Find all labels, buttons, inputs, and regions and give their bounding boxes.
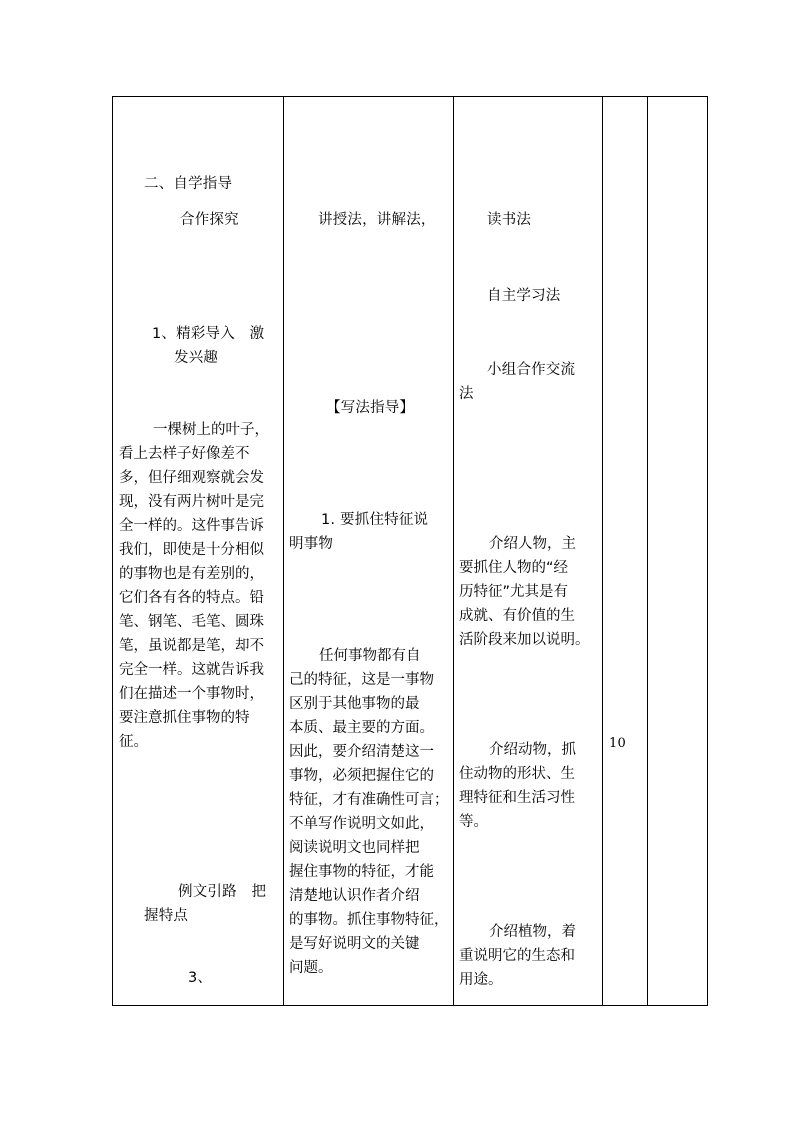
method-label: 合作探究 [180,212,239,228]
step-2-title-cont: 握特点 [144,908,189,924]
paragraph-line: 任何事物都有自 [319,648,421,664]
paragraph-line: 笔，虽说都是笔，却不 [119,638,264,654]
step-3-title: 3、 [188,970,213,986]
paragraph-line: 一棵树上的叶子， [153,422,269,438]
intro-paragraph [119,418,269,754]
paragraph-line: 活阶段来加以说明。 [459,632,590,648]
paragraph-line: 要抓住人物的“经 [459,560,569,576]
paragraph-line: 它们各有各的特点。铅 [119,590,264,606]
paragraph-line: 成就、有价值的生 [459,608,575,624]
paragraph-line: 介绍动物，抓 [489,742,576,758]
paragraph-line: 清楚地认识作者介绍 [289,888,420,904]
step-1-title: 1、精彩导入 激 [152,326,265,342]
column-divider [647,97,648,1005]
paragraph-line: 现，没有两片树叶是完 [119,494,264,510]
method-group-cont: 法 [459,386,474,402]
method-self-study: 自主学习法 [487,288,561,304]
paragraph-line: 问题。 [289,960,333,976]
paragraph-line: 介绍人物，主 [489,536,576,552]
point-title-cont: 明事物 [289,536,334,552]
column-divider [602,97,603,1005]
paragraph-line: 的事物也是有差别的， [119,566,264,582]
paragraph-line: 己的特征，这是一事物 [289,672,434,688]
paragraph-line: 是写好说明文的关键 [289,936,420,952]
paragraph-line: 历特征”尤其是有 [459,584,569,600]
guide-title: 【写法指导】 [326,400,415,416]
guide-paragraph [289,644,449,980]
paragraph-line: 要注意抓住事物的特 [119,710,250,726]
paragraph-line: 因此，要介绍清楚这一 [289,744,434,760]
paragraph-line: 住动物的形状、生 [459,766,575,782]
paragraph-line: 区别于其他事物的最 [289,696,420,712]
teaching-method: 讲授法，讲解法， [318,212,436,228]
paragraph-line: 的事物。抓住事物特征， [289,912,449,928]
paragraph-line: 征。 [119,734,148,750]
paragraph-line: 不单写作说明文如此， [289,816,434,832]
paragraph-line: 特征，才有准确性可言； [289,792,449,808]
paragraph-line: 本质、最主要的方面。 [289,720,434,736]
animal-paragraph [459,738,576,834]
point-title: 1. 要抓住特征说 [321,512,429,528]
plant-paragraph [459,920,576,992]
section-heading: 二、自学指导 [144,176,233,192]
step-1-title-cont: 发兴趣 [174,350,219,366]
method-group: 小组合作交流 [487,362,576,378]
person-paragraph [459,532,590,652]
paragraph-line: 阅读说明文也同样把 [289,840,420,856]
column-divider [453,97,454,1005]
paragraph-line: 全一样的。这件事告诉 [119,518,264,534]
paragraph-line: 事物，必须把握住它的 [289,768,434,784]
paragraph-line: 用途。 [459,972,503,988]
paragraph-line: 看上去样子好像差不 [119,446,250,462]
paragraph-line: 完全一样。这就告诉我 [119,662,264,678]
paragraph-line: 重说明它的生态和 [459,948,575,964]
paragraph-line: 多，但仔细观察就会发 [119,470,264,486]
paragraph-line: 理特征和生活习性 [459,790,575,806]
time-minutes: 10 [609,736,626,751]
paragraph-line: 我们，即使是十分相似 [119,542,264,558]
step-2-title: 例文引路 把 [178,884,267,900]
column-divider [283,97,284,1005]
paragraph-line: 握住事物的特征，才能 [289,864,434,880]
paragraph-line: 笔、钢笔、毛笔、圆珠 [119,614,264,630]
paragraph-line: 等。 [459,814,488,830]
method-reading: 读书法 [487,212,532,228]
paragraph-line: 们在描述一个事物时， [119,686,264,702]
paragraph-line: 介绍植物，着 [489,924,576,940]
